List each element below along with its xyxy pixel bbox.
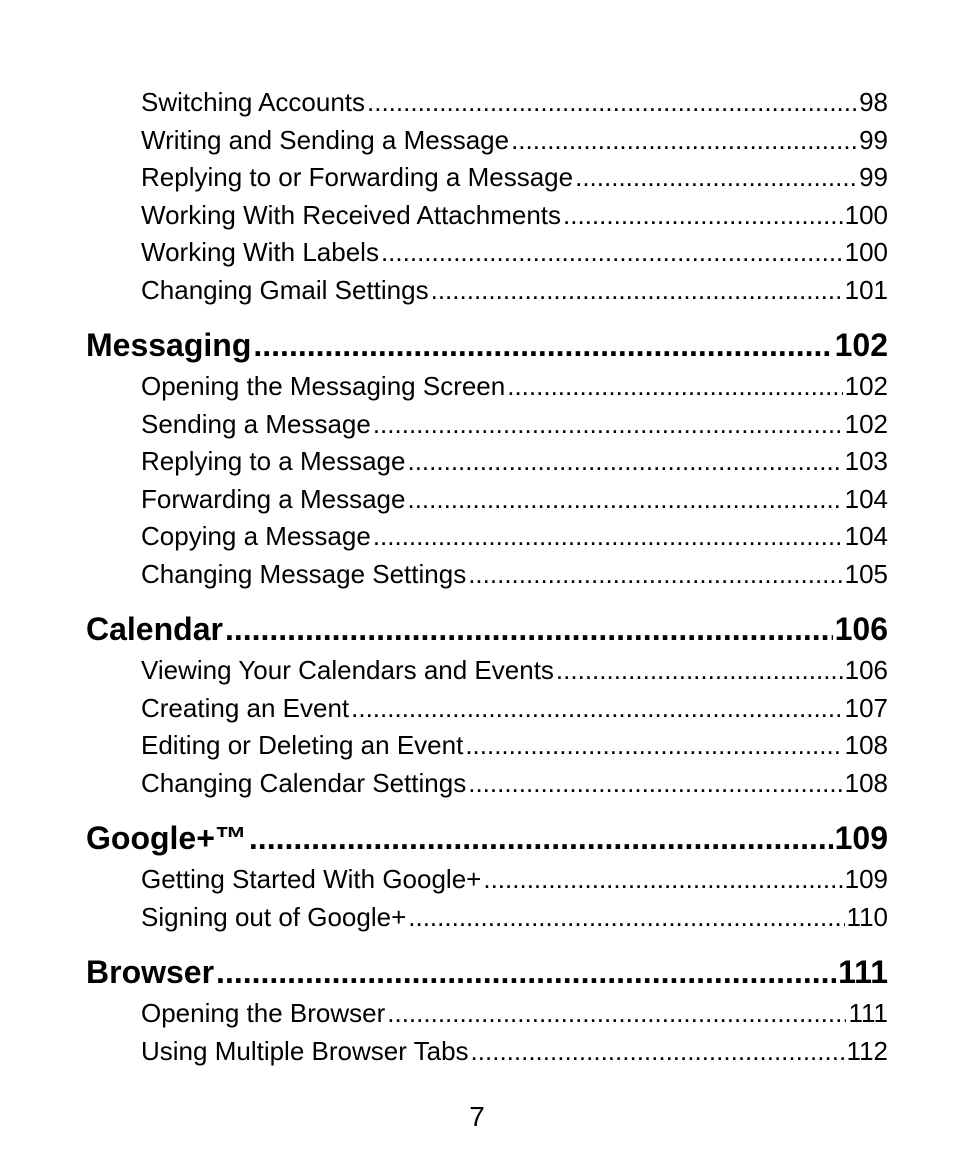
dot-leader [387, 995, 846, 1033]
toc-entry-page: 112 [846, 1035, 888, 1066]
toc-entry[interactable] [86, 861, 888, 899]
dot-leader [507, 368, 842, 406]
toc-entry-title: Working With Received Attachments [141, 199, 562, 230]
dot-leader [373, 518, 843, 556]
toc-entry-page: 108 [844, 767, 888, 798]
toc-entry[interactable] [86, 481, 888, 519]
dot-leader [381, 234, 843, 272]
toc-entry-page: 105 [844, 558, 888, 589]
dot-leader [253, 323, 832, 368]
dot-leader [407, 481, 842, 519]
toc-entry-title: Writing and Sending a Message [141, 124, 510, 155]
toc-entry[interactable] [86, 84, 888, 122]
toc-chapter-page: 109 [834, 820, 888, 856]
toc-entry-page: 108 [844, 730, 888, 760]
toc-entry-title: Switching Accounts [141, 87, 366, 117]
toc-entry-page: 103 [844, 446, 888, 476]
toc-chapter-page: 106 [834, 611, 888, 647]
toc-entry[interactable] [86, 899, 888, 937]
toc-entry-page: 98 [859, 87, 888, 117]
toc-entry[interactable] [86, 556, 888, 594]
toc-chapter-browser[interactable] [86, 950, 888, 995]
toc-entry-page: 102 [844, 371, 888, 401]
dot-leader [575, 159, 857, 197]
toc-entry-title: Replying to a Message [141, 446, 406, 476]
dot-leader [465, 727, 842, 765]
dot-leader [556, 652, 843, 690]
toc-entry-page: 101 [844, 274, 888, 305]
dot-leader [216, 950, 836, 995]
toc-entry-title: Changing Message Settings [141, 558, 467, 589]
toc-entry-title: Sending a Message [141, 408, 371, 439]
dot-leader [471, 1033, 845, 1071]
toc-entry-title: Using Multiple Browser Tabs [141, 1035, 469, 1066]
toc-chapter-calendar[interactable] [86, 607, 888, 652]
toc-entry-page: 106 [844, 655, 888, 685]
toc-entry-page: 111 [848, 998, 888, 1028]
dot-leader [468, 556, 842, 594]
toc-entry-title: Copying a Message [141, 521, 371, 551]
dot-leader [511, 122, 857, 160]
toc-entry-title: Replying to or Forwarding a Message [141, 162, 574, 192]
toc-entry-page: 99 [859, 124, 888, 155]
dot-leader [373, 406, 843, 444]
toc-entry[interactable] [86, 518, 888, 556]
toc-chapter-title: Browser [86, 954, 215, 990]
toc-entry[interactable] [86, 159, 888, 197]
toc-chapter-title: Google+™ [86, 820, 247, 856]
toc-entry[interactable] [86, 406, 888, 444]
toc-entry-title: Changing Gmail Settings [141, 274, 429, 305]
toc-entry-title: Getting Started With Google+ [141, 864, 482, 894]
toc-entry-title: Opening the Browser [141, 998, 386, 1028]
toc-entry-title: Changing Calendar Settings [141, 767, 467, 798]
toc-entry-page: 110 [846, 901, 888, 932]
toc-entry-page: 109 [844, 864, 888, 894]
toc-entry-page: 107 [844, 692, 888, 723]
toc-chapter-messaging[interactable] [86, 323, 888, 368]
table-of-contents [86, 84, 888, 1070]
toc-chapter-title: Calendar [86, 611, 223, 647]
page-number: 7 [469, 1101, 485, 1132]
dot-leader [468, 765, 842, 803]
toc-entry[interactable] [86, 234, 888, 272]
toc-entry-page: 100 [844, 237, 888, 267]
toc-chapter-page: 111 [838, 954, 888, 990]
toc-entry-page: 102 [844, 408, 888, 439]
dot-leader [367, 84, 857, 122]
toc-entry-title: Working With Labels [141, 237, 379, 267]
toc-chapter-title: Messaging [86, 327, 252, 363]
dot-leader [563, 197, 843, 235]
toc-entry[interactable] [86, 765, 888, 803]
toc-entry-title: Opening the Messaging Screen [141, 371, 506, 401]
toc-entry-title: Forwarding a Message [141, 483, 406, 514]
toc-entry-title: Editing or Deleting an Event [141, 730, 464, 760]
dot-leader [225, 607, 833, 652]
dot-leader [408, 899, 844, 937]
toc-entry[interactable] [86, 1033, 888, 1071]
toc-entry[interactable] [86, 197, 888, 235]
toc-entry[interactable] [86, 443, 888, 481]
toc-entry[interactable] [86, 690, 888, 728]
toc-entry[interactable] [86, 727, 888, 765]
toc-entry-title: Viewing Your Calendars and Events [141, 655, 554, 685]
dot-leader [407, 443, 842, 481]
dot-leader [483, 861, 842, 899]
toc-entry-page: 104 [844, 521, 888, 551]
toc-chapter-google-plus[interactable] [86, 816, 888, 861]
toc-entry[interactable] [86, 368, 888, 406]
dot-leader [431, 272, 843, 310]
toc-entry[interactable] [86, 995, 888, 1033]
toc-chapter-page: 102 [834, 327, 888, 363]
toc-entry-page: 104 [844, 483, 888, 514]
toc-entry-page: 100 [844, 199, 888, 230]
dot-leader [249, 816, 833, 861]
toc-entry-page: 99 [859, 162, 888, 192]
toc-entry[interactable] [86, 122, 888, 160]
toc-entry[interactable] [86, 652, 888, 690]
dot-leader [351, 690, 842, 728]
toc-entry-title: Creating an Event [141, 692, 350, 723]
toc-entry-title: Signing out of Google+ [141, 901, 407, 932]
toc-entry[interactable] [86, 272, 888, 310]
